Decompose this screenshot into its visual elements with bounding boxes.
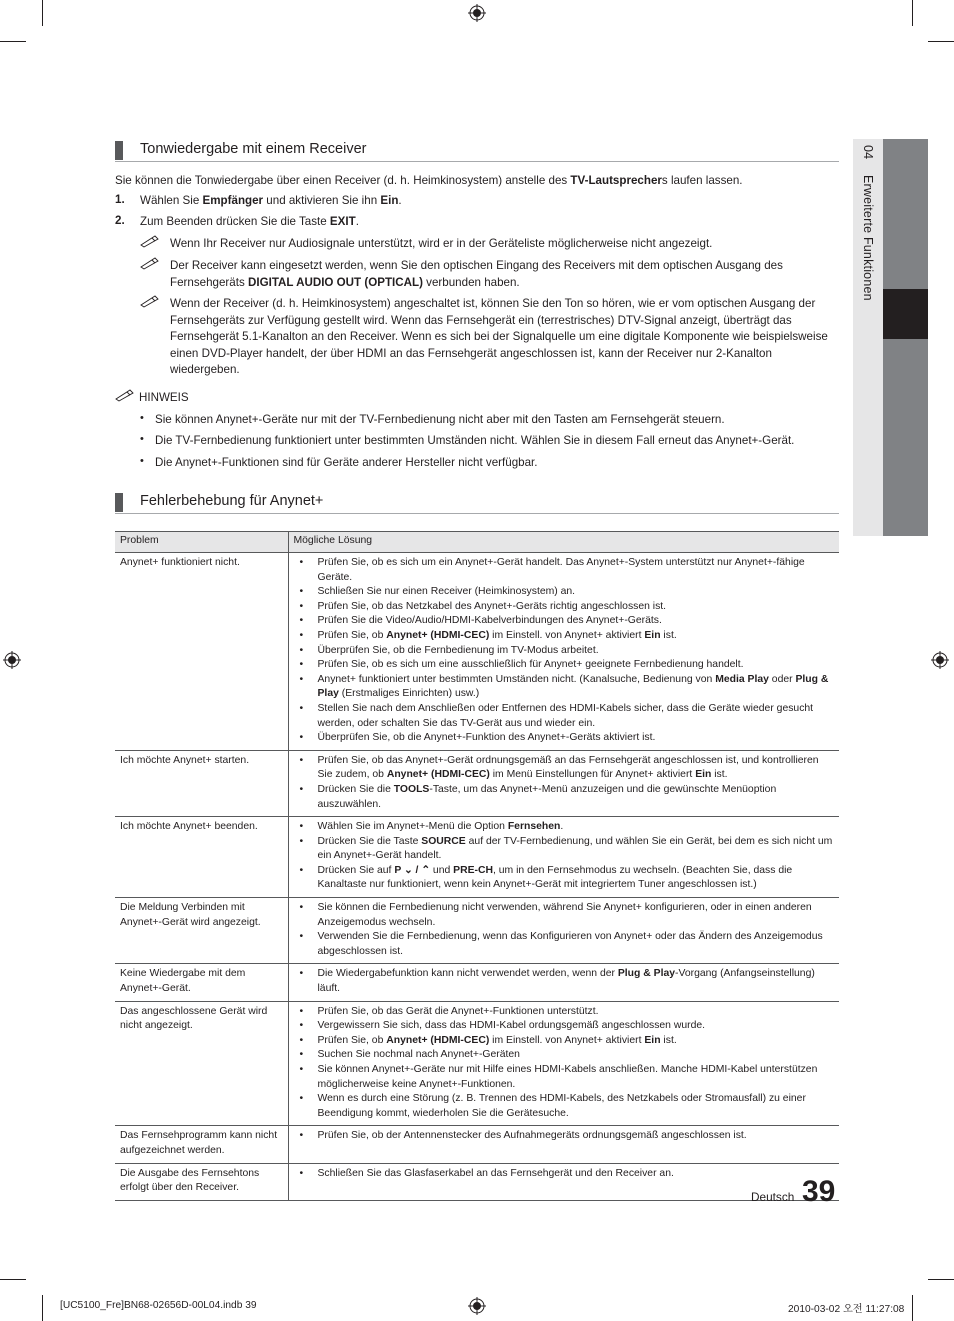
solution-item: • Prüfen Sie die Video/Audio/HDMI-Kabelverbindungen des Anynet+-Geräts.	[300, 614, 835, 629]
hinweis-item: Sie können Anynet+-Geräte nur mit der TV-Fernbedienung nicht aber mit den Tasten am Fernsehgerät steuern.	[155, 413, 725, 426]
note-text: Wenn Ihr Receiver nur Audiosignale unterstützt, wird er in der Geräteliste möglicherweise nicht angezeigt.	[170, 237, 713, 250]
solution-item: • Prüfen Sie, ob es sich um eine ausschließlich für Anynet+ geeignete Fernbedienung handelt.	[300, 658, 835, 673]
side-tab-active-marker	[883, 289, 928, 339]
note-pencil-icon	[140, 256, 160, 270]
troubleshooting-table	[115, 531, 839, 1201]
column-header-problem: Problem	[115, 532, 288, 553]
problem-cell: Die Meldung Verbinden mit Anynet+-Gerät wird angezeigt.	[115, 898, 288, 964]
crop-mark	[0, 1279, 26, 1280]
solution-item: • Schließen Sie nur einen Receiver (Heimkinosystem) an.	[300, 585, 835, 600]
note-pencil-icon	[115, 388, 135, 402]
table-row	[115, 1163, 839, 1200]
solution-item: • Prüfen Sie, ob der Antennenstecker des Aufnahmegeräts ordnungsgemäß angeschlossen ist.	[300, 1129, 835, 1144]
bullet: •	[140, 412, 144, 424]
step-text: Zum Beenden drücken Sie die Taste EXIT.	[140, 215, 359, 228]
solution-item: • Suchen Sie nochmal nach Anynet+-Geräten	[300, 1048, 835, 1063]
hinweis-item: Die Anynet+-Funktionen sind für Geräte anderer Hersteller nicht verfügbar.	[155, 456, 538, 469]
table-row	[115, 964, 839, 1001]
section-heading-receiver	[115, 139, 839, 162]
chapter-label	[861, 145, 875, 313]
solution-cell	[288, 750, 839, 816]
solution-cell	[288, 817, 839, 898]
section-heading-troubleshooting	[115, 491, 839, 514]
table-row	[115, 1001, 839, 1126]
table-row	[115, 817, 839, 898]
bullet: •	[140, 455, 144, 467]
solution-cell	[288, 1001, 839, 1126]
table-header-row	[115, 532, 839, 553]
solution-cell	[288, 553, 839, 751]
table-row	[115, 1126, 839, 1163]
note-text: Wenn der Receiver (d. h. Heimkinosystem) angeschaltet ist, können Sie den Ton so hören, wie er vom optischen Ausgang der Fernsehgeräts zur Verfügung gestellt wird. Wenn das Fernsehgerät ein (terrestrisches) DTV-Signal anzeigt, überträgt das Fernsehgerät 5.1-Kanalton an den Receiver. Wenn es sich bei der Signalquelle um eine digitale Komponente wie beispielsweise einen DVD-Player handelt, der über HDMI an das Fernsehgerät angeschlossen ist, kann der Receiver nur 2-Kanalton wiedergeben.	[170, 297, 828, 377]
crop-mark	[42, 0, 43, 26]
solution-item: • Überprüfen Sie, ob die Fernbedienung im TV-Modus arbeitet.	[300, 644, 835, 659]
footer-language: Deutsch	[751, 1190, 795, 1204]
solution-item: • Anynet+ funktioniert unter bestimmten Umständen nicht. (Kanalsuche, Bedienung von Media Play oder Plug & Play (Erstmaliges Einrichten) usw.)	[300, 673, 835, 702]
registration-mark-icon	[931, 651, 949, 669]
solution-item: • Schließen Sie das Glasfaserkabel an das Fernsehgerät und den Receiver an.	[300, 1167, 835, 1182]
table-row	[115, 898, 839, 964]
solution-item: • Prüfen Sie, ob das Anynet+-Gerät ordnungsgemäß an das Fernsehgerät angeschlossen ist, und kontrollieren Sie zudem, ob Anynet+ (HDMI-CEC) im Menü Einstellungen für Anynet+ aktiviert Ein ist.	[300, 754, 835, 783]
section-title: Tonwiedergabe mit einem Receiver	[140, 141, 367, 157]
solution-item: • Prüfen Sie, ob das Netzkabel des Anynet+-Geräts richtig angeschlossen ist.	[300, 600, 835, 615]
crop-mark	[42, 1295, 43, 1321]
note-text: Der Receiver kann eingesetzt werden, wenn Sie den optischen Eingang des Receivers mit dem optischen Ausgang des Fernsehgeräts DIGITAL AUDIO OUT (OPTICAL) verbunden haben.	[170, 259, 783, 289]
problem-cell: Ich möchte Anynet+ starten.	[115, 750, 288, 816]
problem-cell: Anynet+ funktioniert nicht.	[115, 553, 288, 751]
solution-item: • Verwenden Sie die Fernbedienung, wenn das Konfigurieren von Anynet+ oder das Ändern des Anzeigemodus abgeschlossen ist.	[300, 930, 835, 959]
solution-item: • Prüfen Sie, ob Anynet+ (HDMI-CEC) im Einstell. von Anynet+ aktiviert Ein ist.	[300, 629, 835, 644]
solution-item: • Drücken Sie auf P ⌄ / ⌃ und PRE-CH, um in den Fernsehmodus zu wechseln. (Beachten Sie, dass die Kanaltaste nur funktioniert, wenn kein Anynet+-Gerät mit integriertem Tuner angeschlossen ist.)	[300, 864, 835, 893]
solution-item: • Drücken Sie die Taste SOURCE auf der TV-Fernbedienung, und wählen Sie ein Gerät, bei dem es sich nicht um ein Anynet+-Gerät handelt.	[300, 835, 835, 864]
registration-mark-icon	[3, 651, 21, 669]
solution-cell	[288, 898, 839, 964]
solution-item: • Vergewissern Sie sich, dass das HDMI-Kabel ordungsgemäß angeschlossen wurde.	[300, 1019, 835, 1034]
chapter-title: Erweiterte Funktionen	[861, 175, 875, 301]
chapter-side-tab	[853, 139, 928, 536]
solution-item: • Sie können die Fernbedienung nicht verwenden, während Sie Anynet+ konfigurieren, oder in einen anderen Anzeigemodus wechseln.	[300, 901, 835, 930]
solution-item: • Stellen Sie nach dem Anschließen oder Entfernen des HDMI-Kabels sicher, dass die Geräte wieder gesucht werden, oder schalten Sie das TV-Gerät aus und wieder ein.	[300, 702, 835, 731]
problem-cell: Das angeschlossene Gerät wird nicht angezeigt.	[115, 1001, 288, 1126]
step-number: 2.	[115, 214, 125, 227]
solution-item: • Die Wiedergabefunktion kann nicht verwendet werden, wenn der Plug & Play-Vorgang (Anfangseinstellung) läuft.	[300, 967, 835, 996]
chapter-number: 04	[861, 145, 875, 160]
step-number: 1.	[115, 193, 125, 206]
hinweis-item: Die TV-Fernbedienung funktioniert unter bestimmten Umständen nicht. Wählen Sie in diesem Fall erneut das Anynet+-Gerät.	[155, 434, 795, 447]
heading-bar	[115, 141, 123, 160]
crop-mark	[928, 1279, 954, 1280]
page-number: 39	[802, 1175, 836, 1208]
print-slug-file: [UC5100_Fre]BN68-02656D-00L04.indb 39	[60, 1300, 257, 1311]
problem-cell: Keine Wiedergabe mit dem Anynet+-Gerät.	[115, 964, 288, 1001]
solution-item: • Prüfen Sie, ob Anynet+ (HDMI-CEC) im Einstell. von Anynet+ aktiviert Ein ist.	[300, 1034, 835, 1049]
solution-item: • Wenn es durch eine Störung (z. B. Trennen des HDMI-Kabels, des Netzkabels oder Stromausfall) zu einer Beendigung kommt, wiederholen Sie die Gerätesuche.	[300, 1092, 835, 1121]
solution-cell	[288, 1126, 839, 1163]
solution-item: • Überprüfen Sie, ob die Anynet+-Funktion des Anynet+-Geräts aktiviert ist.	[300, 731, 835, 746]
note-pencil-icon	[140, 294, 160, 308]
table-row	[115, 750, 839, 816]
crop-mark	[0, 41, 26, 42]
solution-item: • Drücken Sie die TOOLS-Taste, um das Anynet+-Menü anzuzeigen und die gewünschte Menüoption auszuwählen.	[300, 783, 835, 812]
problem-cell: Ich möchte Anynet+ beenden.	[115, 817, 288, 898]
note-pencil-icon	[140, 234, 160, 248]
hinweis-label: HINWEIS	[139, 391, 189, 404]
solution-cell	[288, 964, 839, 1001]
heading-bar	[115, 493, 123, 512]
bullet: •	[140, 433, 144, 445]
crop-mark	[912, 0, 913, 26]
column-header-solution: Mögliche Lösung	[288, 532, 839, 553]
crop-mark	[928, 41, 954, 42]
solution-item: • Sie können Anynet+-Geräte nur mit Hilfe eines HDMI-Kabels anschließen. Manche HDMI-Kabel unterstützen möglicherweise keine Anynet+-Funktionen.	[300, 1063, 835, 1092]
registration-mark-icon	[468, 1297, 486, 1315]
section-intro: Sie können die Tonwiedergabe über einen Receiver (d. h. Heimkinosystem) anstelle des TV-Lautsprechers laufen lassen.	[115, 174, 743, 187]
table-row	[115, 553, 839, 751]
solution-item: • Prüfen Sie, ob das Gerät die Anynet+-Funktionen unterstützt.	[300, 1005, 835, 1020]
problem-cell: Die Ausgabe des Fernsehtons erfolgt über den Receiver.	[115, 1163, 288, 1200]
problem-cell: Das Fernsehprogramm kann nicht aufgezeichnet werden.	[115, 1126, 288, 1163]
crop-mark	[912, 1295, 913, 1321]
step-text: Wählen Sie Empfänger und aktivieren Sie ihn Ein.	[140, 194, 402, 207]
print-slug-date: 2010-03-02 오전 11:27:08	[788, 1304, 905, 1315]
solution-item: • Prüfen Sie, ob es sich um ein Anynet+-Gerät handelt. Das Anynet+-System unterstützt nur Anynet+-fähige Geräte.	[300, 556, 835, 585]
section-title: Fehlerbehebung für Anynet+	[140, 493, 324, 509]
solution-item: • Wählen Sie im Anynet+-Menü die Option Fernsehen.	[300, 820, 835, 835]
registration-mark-icon	[468, 4, 486, 22]
